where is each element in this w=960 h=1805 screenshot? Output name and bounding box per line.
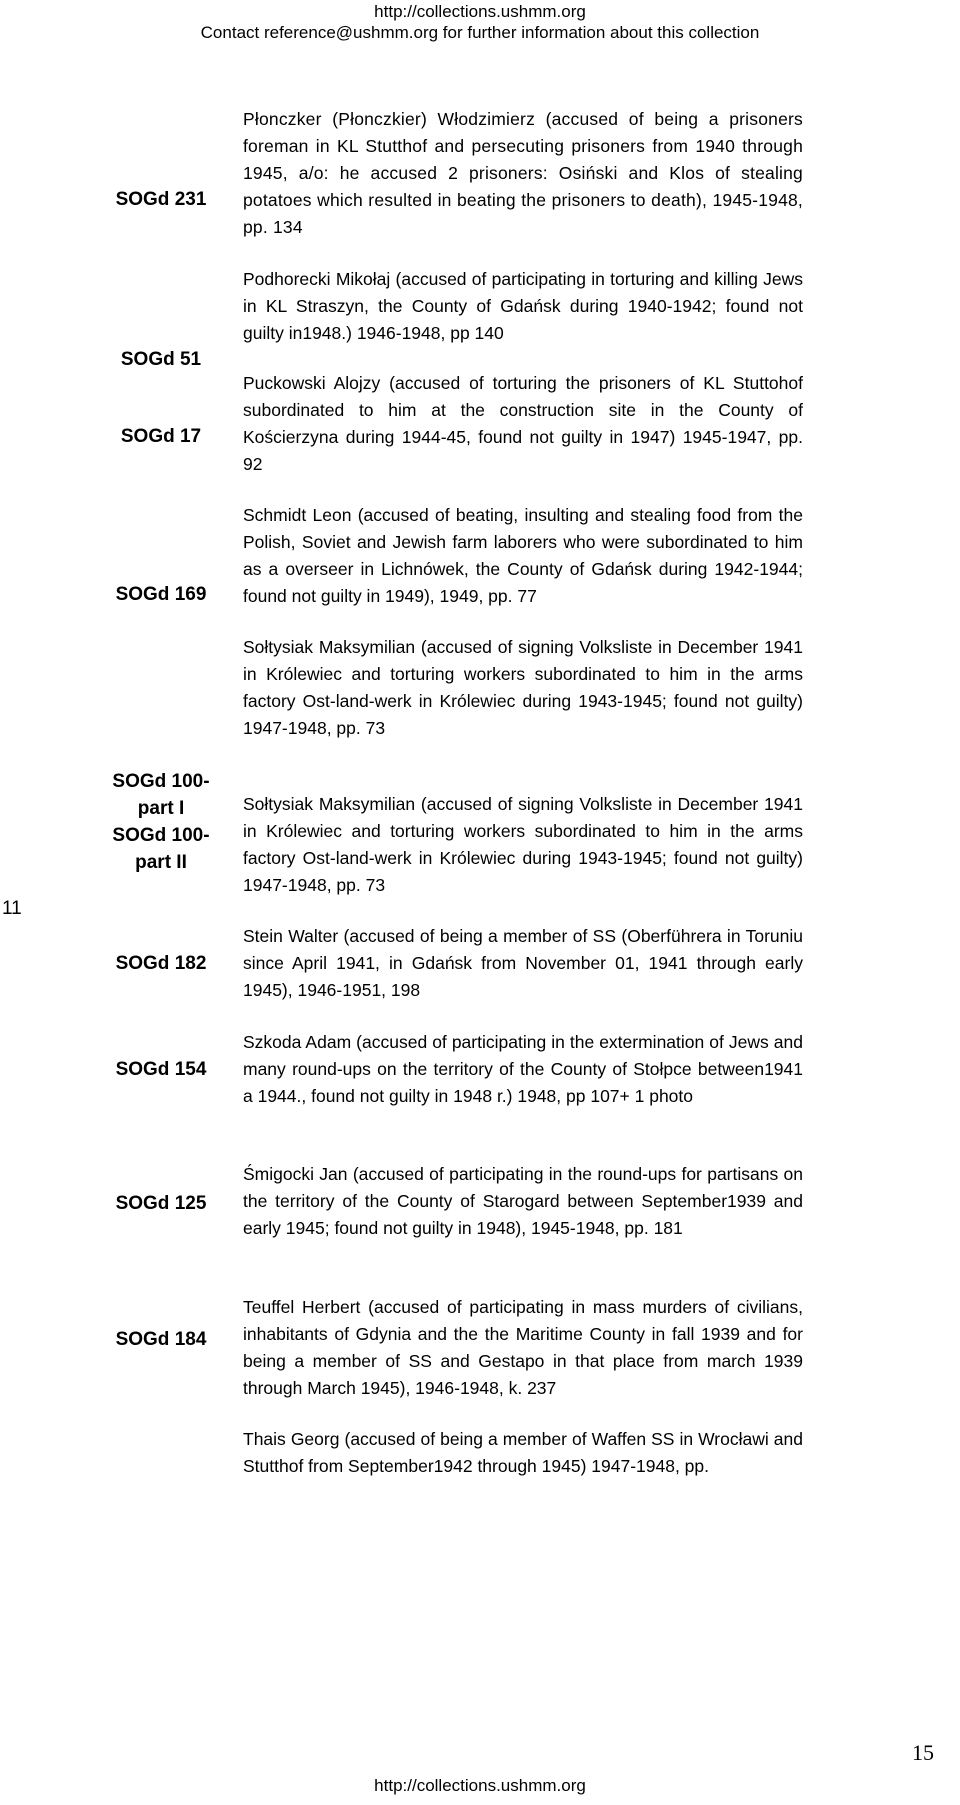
entry-szkoda: Szkoda Adam (accused of participating in the extermination of Jews and many round-ups on the territory of the County of Stołpce between1941 a 1944., found not guilty in 1948 r.) 1948, pp 107+ 1 photo: [243, 1032, 803, 1106]
entry-teuffel: Teuffel Herbert (accused of participating in mass murders of civilians, inhabitants of Gdynia and the the Maritime County in fall 1939 and for being a member of SS and Gestapo in that place from march 1939 through March 1945), 1946-1948, k. 237: [243, 1297, 803, 1398]
entry-soltysiak-2: Sołtysiak Maksymilian (accused of signing Volksliste in December 1941 in Królewiec and torturing workers subordinated to him in the arms factory Ost-land-werk in Królewiec during 1943-1945; found not guilty) 1947-1948, pp. 73: [243, 794, 803, 895]
signature-sogd-169: SOGd 169: [115, 584, 207, 605]
entry-plonczker: Płonczker (Płonczkier) Włodzimierz (accused of being a prisoners foreman in KL Stutthof and persecuting prisoners from 1940 through 1945, a/o: he accused 2 prisoners: Osiński and Klos of stealing potatoes which resulted in beating the prisoners to death), 1945-1948, pp. 134: [243, 109, 803, 237]
header-url: http://collections.ushmm.org: [374, 2, 586, 21]
signature-sogd-125: SOGd 125: [115, 1193, 207, 1214]
signature-sogd-100-part-2-b: part II: [135, 852, 187, 873]
entry-thais: Thais Georg (accused of being a member of Waffen SS in Wrocławi and Stutthof from September1942 through 1945) 1947-1948, pp.: [243, 1429, 803, 1476]
signature-sogd-231: SOGd 231: [115, 189, 207, 210]
page-number: 15: [912, 1740, 934, 1765]
signature-sogd-17: SOGd 17: [120, 426, 202, 447]
row-number: 11: [2, 898, 22, 919]
header-contact-line: Contact reference@ushmm.org for further information about this collection: [200, 23, 760, 42]
entry-soltysiak-1: Sołtysiak Maksymilian (accused of signing Volksliste in December 1941 in Królewiec and torturing workers subordinated to him in the arms factory Ost-land-werk in Królewiec during 1943-1945; found not guilty) 1947-1948, pp. 73: [243, 637, 803, 738]
signature-sogd-100-part-2-a: SOGd 100-: [112, 825, 210, 846]
signature-sogd-51: SOGd 51: [120, 349, 202, 370]
entry-stein: Stein Walter (accused of being a member of SS (Oberführera in Toruniu since April 1941, in Gdańsk from November 01, 1941 through early 1945), 1946-1951, 198: [243, 926, 803, 1000]
signature-sogd-154: SOGd 154: [115, 1059, 207, 1080]
entry-podhorecki: Podhorecki Mikołaj (accused of participating in torturing and killing Jews in KL Straszyn, the County of Gdańsk during 1940-1942; found not guilty in1948.) 1946-1948, pp 140: [243, 269, 803, 343]
signature-sogd-184: SOGd 184: [115, 1329, 207, 1350]
signature-sogd-182: SOGd 182: [115, 953, 207, 974]
entry-smigocki: Śmigocki Jan (accused of participating in the round-ups for partisans on the territory of the County of Starogard between September1939 and early 1945; found not guilty in 1948), 1945-1948, pp. 181: [243, 1164, 803, 1238]
entry-puckowski: Puckowski Alojzy (accused of torturing the prisoners of KL Stuttohof subordinated to him at the construction site in the County of Kościerzyna during 1944-45, found not guilty in 1947) 1945-1947, pp. 92: [243, 373, 803, 474]
signature-sogd-100-part-1-a: SOGd 100-: [112, 771, 210, 792]
entry-schmidt: Schmidt Leon (accused of beating, insulting and stealing food from the Polish, Soviet and Jewish farm laborers who were subordinated to him as a overseer in Lichnówek, the County of Gdańsk during 1942-1944; found not guilty in 1949), 1949, pp. 77: [243, 505, 803, 606]
footer-url: http://collections.ushmm.org: [374, 1776, 586, 1795]
signature-sogd-100-part-1-b: part I: [137, 798, 185, 819]
